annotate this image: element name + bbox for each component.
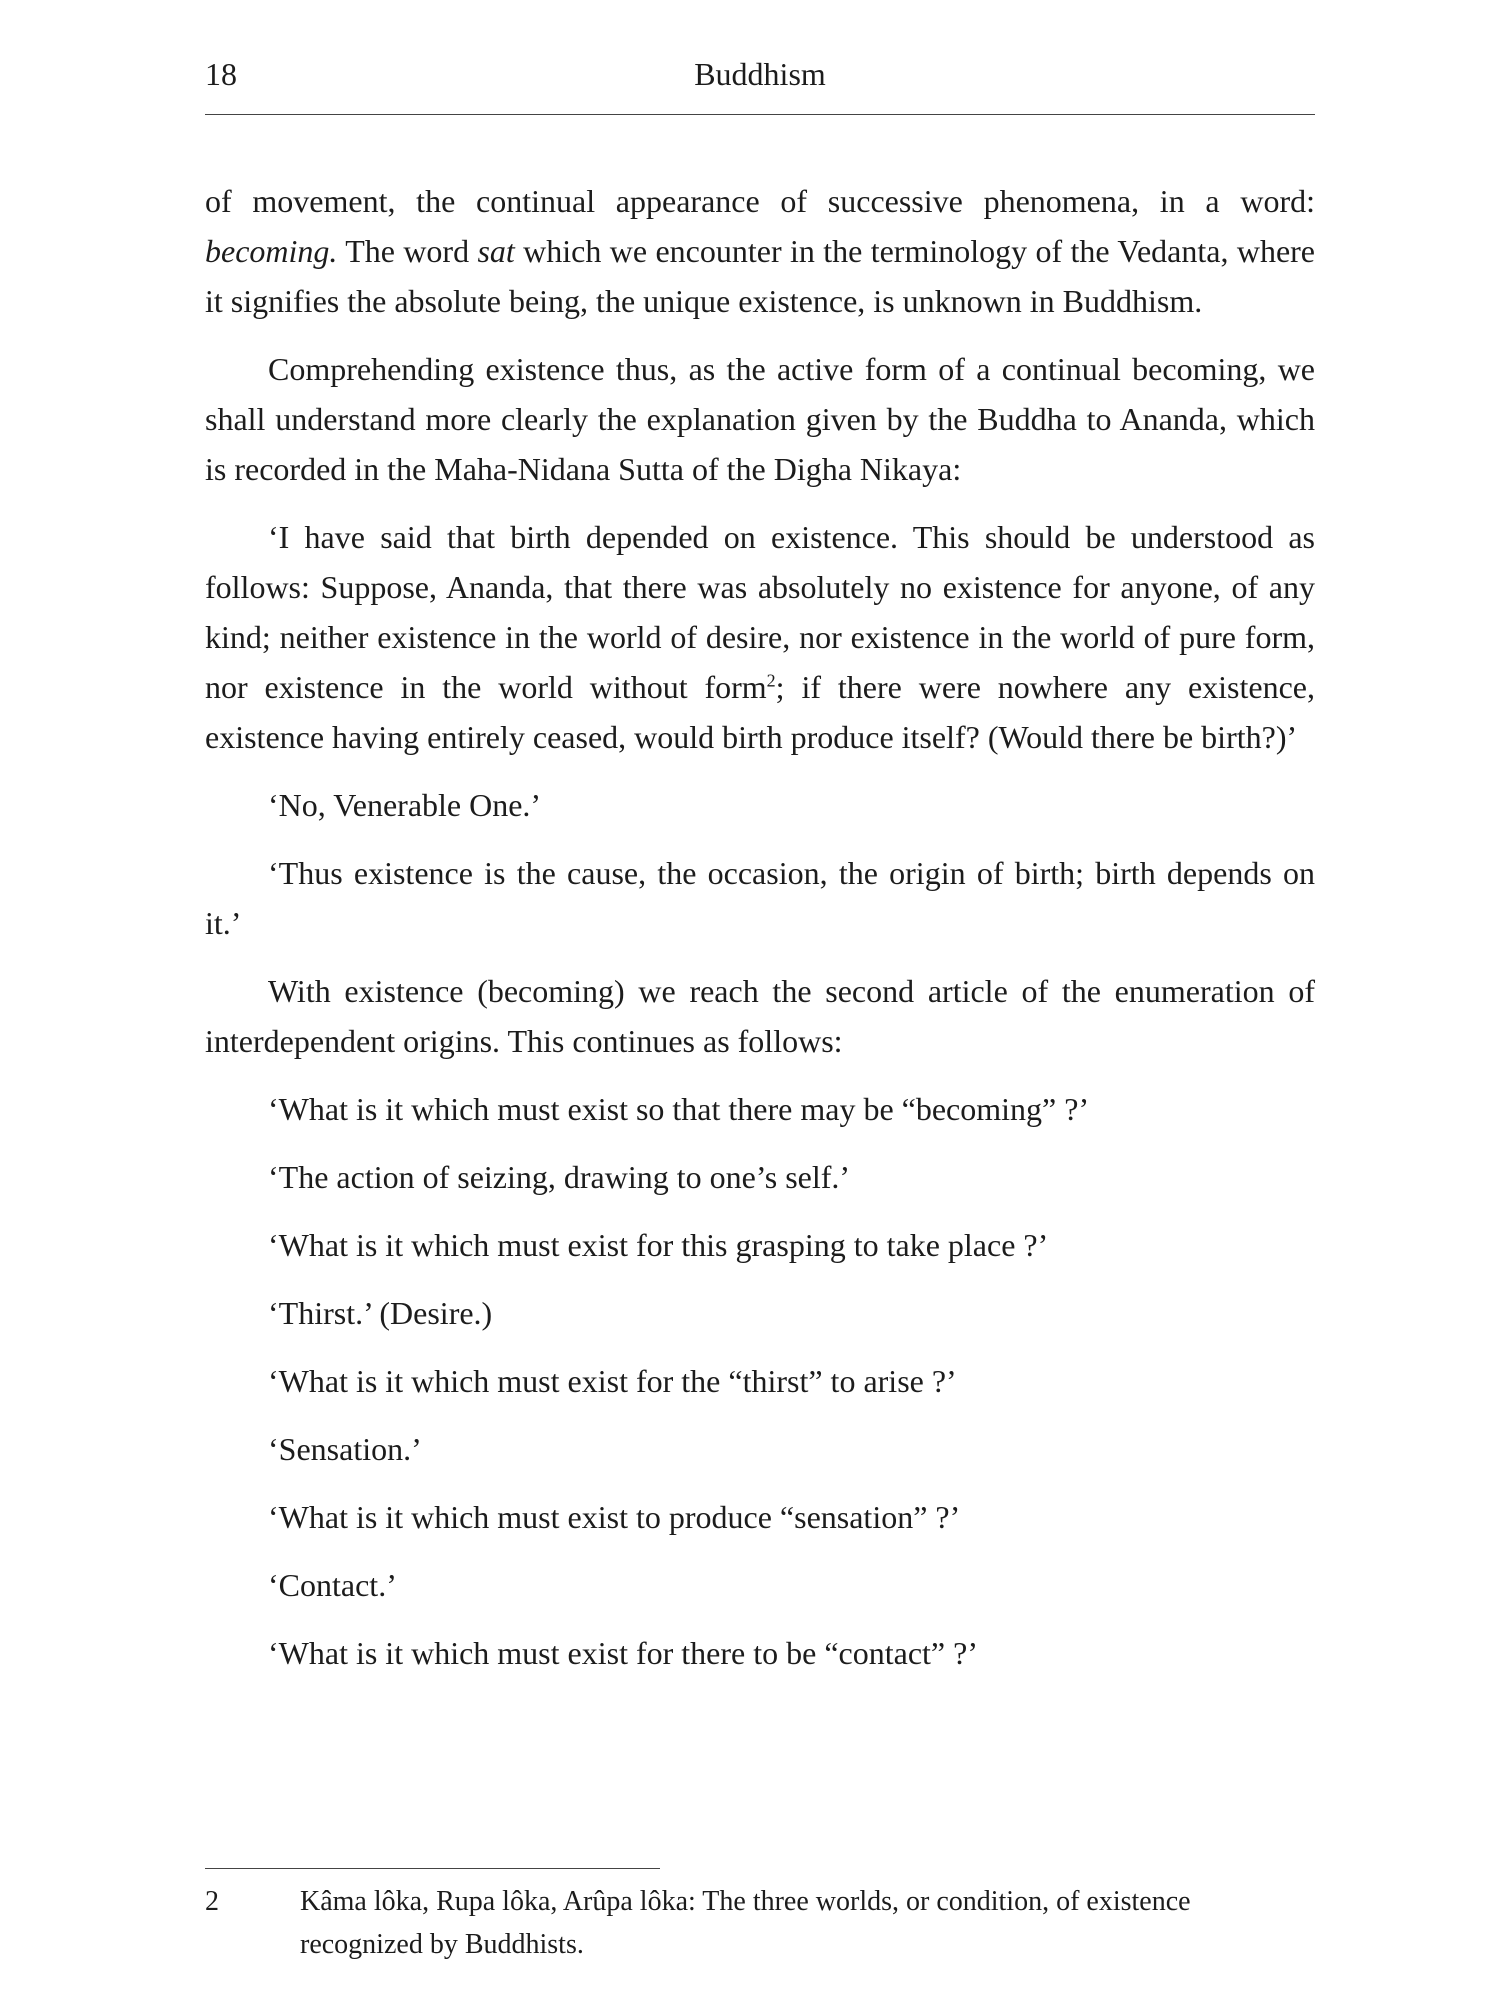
dialogue-line: ‘Contact.’ bbox=[268, 1567, 397, 1603]
paragraph-4: ‘No, Venerable One.’ bbox=[268, 787, 542, 823]
page-header bbox=[205, 56, 1315, 106]
running-title: Buddhism bbox=[694, 56, 826, 92]
dialogue-line: ‘What is it which must exist so that there may be “becoming” ?’ bbox=[268, 1091, 1090, 1127]
body-text bbox=[205, 176, 1315, 1696]
footnote-rule bbox=[205, 1868, 660, 1869]
p3-text-b: ; if there were nowhere any existence, existence having entirely ceased, would birth produce itself? (Would there be birth?)’ bbox=[205, 669, 1315, 755]
p1-text-a: of movement, the continual appearance of successive phenomena, in a word: bbox=[205, 183, 1315, 219]
page-number: 18 bbox=[205, 56, 237, 92]
footnote bbox=[205, 1880, 1315, 1966]
header-rule bbox=[205, 114, 1315, 115]
dialogue-line: ‘What is it which must exist for this grasping to take place ?’ bbox=[268, 1227, 1049, 1263]
dialogue-line: ‘The action of seizing, drawing to one’s self.’ bbox=[268, 1159, 851, 1195]
paragraph-1 bbox=[205, 176, 1315, 326]
p1-text-c: which we encounter in the terminology of the Vedanta, where it signifies the absolute being, the unique existence, is unknown in Buddhism. bbox=[205, 233, 1316, 319]
dialogue-line: ‘Thirst.’ (Desire.) bbox=[268, 1295, 493, 1331]
footnote-number: 2 bbox=[205, 1886, 219, 1917]
paragraph-2: Comprehending existence thus, as the active form of a continual becoming, we shall understand more clearly the explanation given by the Buddha to Ananda, which is recorded in the Maha-Nidana Sutta of the Digha Nikaya: bbox=[205, 351, 1315, 487]
p3-text-a: ‘I have said that birth depended on existence. This should be understood as follows: Suppose, Ananda, that there was absolutely no existence for anyone, of any kind; neither existence in the world of desire, nor existence in the world of pure form, nor existence in the world without form bbox=[205, 519, 1315, 705]
p1-italic-sat: sat bbox=[477, 233, 515, 269]
p1-text-b: The word bbox=[337, 233, 478, 269]
dialogue-line: ‘What is it which must exist for there to be “contact” ?’ bbox=[268, 1635, 978, 1671]
paragraph-5: ‘Thus existence is the cause, the occasion, the origin of birth; birth depends on it.’ bbox=[205, 855, 1315, 941]
paragraph-6: With existence (becoming) we reach the second article of the enumeration of interdependent origins. This continues as follows: bbox=[205, 973, 1315, 1059]
paragraph-3 bbox=[205, 512, 1315, 762]
footnote-text: Kâma lôka, Rupa lôka, Arûpa lôka: The three worlds, or condition, of existence recognized by Buddhists. bbox=[300, 1886, 1191, 1960]
p1-italic-becoming: becoming. bbox=[205, 233, 338, 269]
dialogue-line: ‘What is it which must exist for the “thirst” to arise ?’ bbox=[268, 1363, 957, 1399]
footnote-ref: 2 bbox=[766, 670, 776, 691]
dialogue-line: ‘Sensation.’ bbox=[268, 1431, 422, 1467]
dialogue-line: ‘What is it which must exist to produce “sensation” ?’ bbox=[268, 1499, 961, 1535]
